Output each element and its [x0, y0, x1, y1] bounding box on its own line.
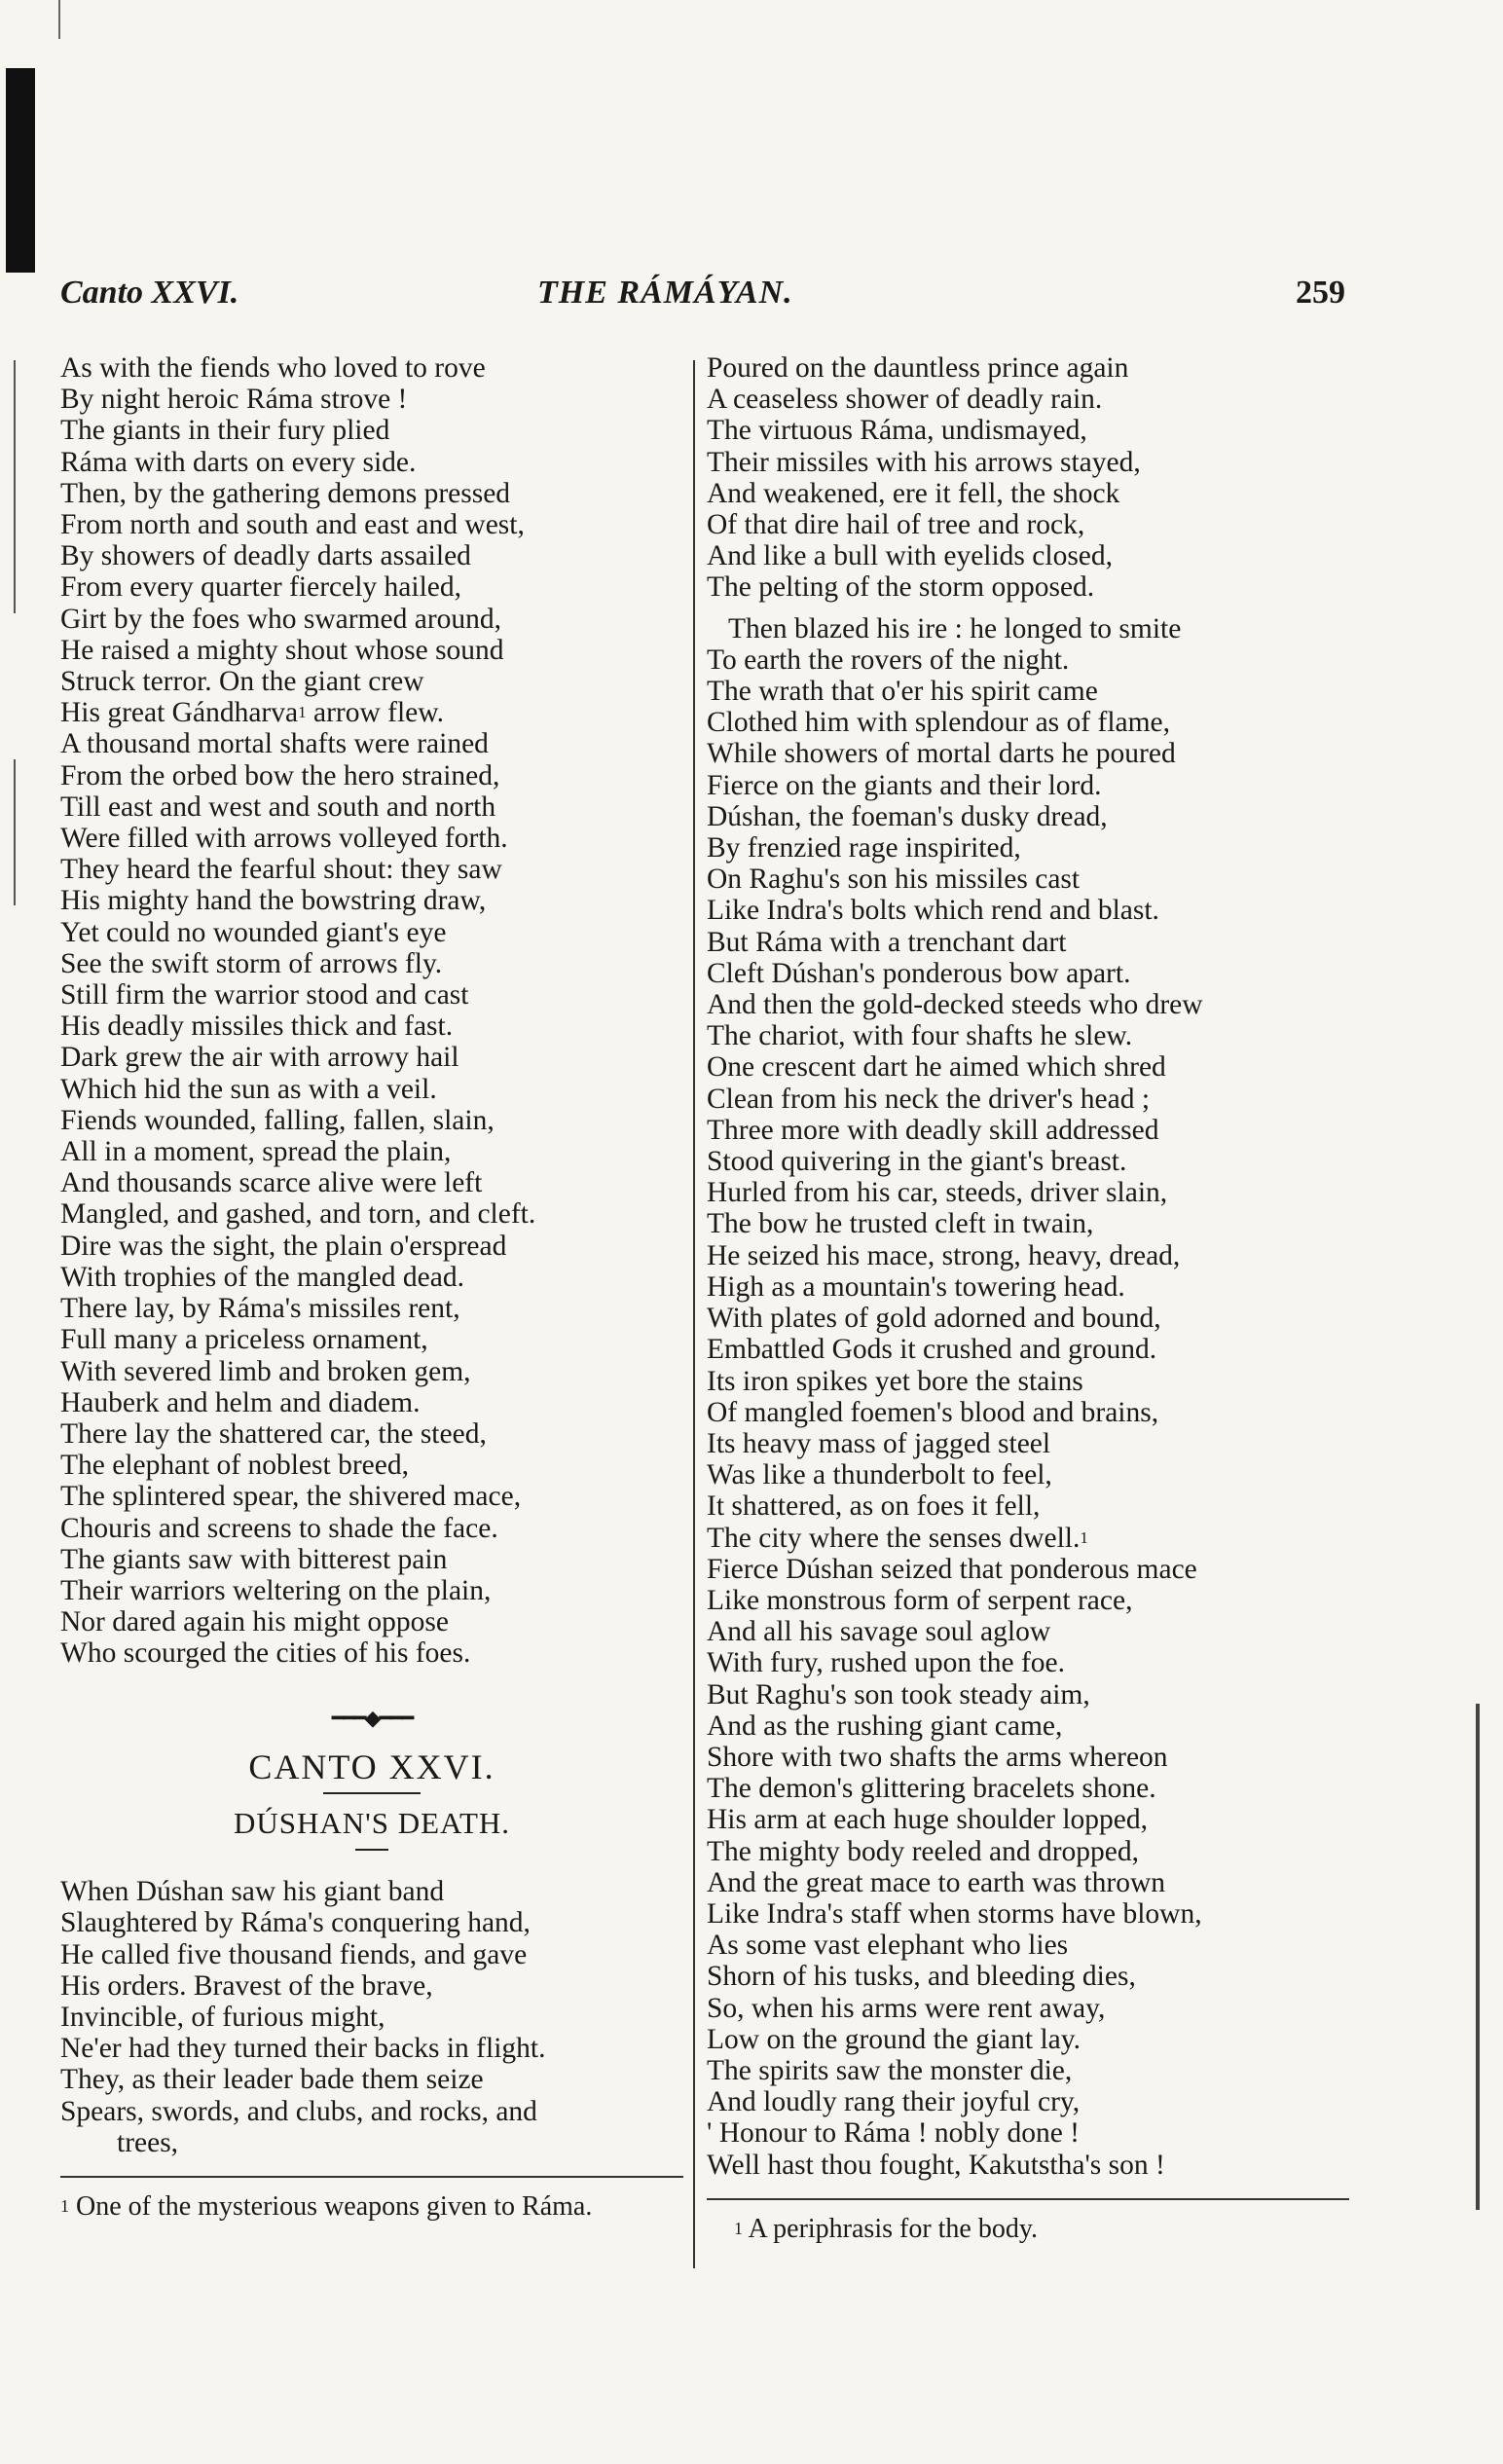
- verse-line: From north and south and east and west,: [60, 509, 525, 541]
- verse-line: And weakened, ere it fell, the shock: [707, 477, 1120, 509]
- verse-line: His orders. Bravest of the brave,: [60, 1969, 433, 2002]
- verse-line: Clean from his neck the driver's head ;: [707, 1083, 1151, 1115]
- verse-line: There lay, by Ráma's missiles rent,: [60, 1293, 460, 1325]
- verse-line: Which hid the sun as with a veil.: [60, 1073, 437, 1105]
- verse-line: Three more with deadly skill addressed: [707, 1114, 1159, 1146]
- verse-line: Its heavy mass of jagged steel: [707, 1427, 1051, 1459]
- verse-line: So, when his arms were rent away,: [707, 1992, 1106, 2024]
- verse-line: And loudly rang their joyful cry,: [707, 2086, 1081, 2118]
- footnote: [707, 2214, 1349, 2244]
- verse-line: With plates of gold adorned and bound,: [707, 1303, 1161, 1335]
- verse-line: All in a moment, spread the plain,: [60, 1136, 452, 1168]
- verse-line: Full many a priceless ornament,: [60, 1324, 428, 1356]
- verse-line: The pelting of the storm opposed.: [707, 571, 1095, 604]
- verse-line: Slaughtered by Ráma's conquering hand,: [60, 1907, 531, 1939]
- verse-line: But Ráma with a trenchant dart: [707, 926, 1067, 958]
- verse-line: Like Indra's bolts which rend and blast.: [707, 895, 1159, 927]
- verse-line: Mangled, and gashed, and torn, and cleft.: [60, 1198, 536, 1231]
- verse-line: And thousands scarce alive were left: [60, 1167, 483, 1199]
- verse-text: His great Gándharva: [60, 697, 299, 729]
- verse-block: [707, 1554, 1349, 2181]
- scan-edge-tick: [58, 0, 60, 39]
- verse-line: And as the rushing giant came,: [707, 1710, 1063, 1742]
- verse-line: Chouris and screens to shade the face.: [60, 1512, 498, 1544]
- verse-line: The demon's glittering bracelets shone.: [707, 1773, 1156, 1805]
- footnote-rule: [707, 2198, 1349, 2200]
- verse-line: There lay the shattered car, the steed,: [60, 1417, 487, 1450]
- verse-line: The chariot, with four shafts he slew.: [707, 1020, 1133, 1052]
- verse-line: Nor dared again his might oppose: [60, 1606, 449, 1638]
- verse-line: Still firm the warrior stood and cast: [60, 979, 469, 1011]
- verse-line: Spears, swords, and clubs, and rocks, and: [60, 2095, 537, 2127]
- verse-line: See the swift storm of arrows fly.: [60, 947, 443, 979]
- verse-line: He seized his mace, strong, heavy, dread,: [707, 1239, 1181, 1271]
- verse-line: Fierce on the giants and their lord.: [707, 769, 1102, 801]
- verse-block: [707, 613, 1349, 1523]
- verse-line: The bow he trusted cleft in twain,: [707, 1208, 1094, 1240]
- footnote-text: A periphrasis for the body.: [748, 2213, 1039, 2244]
- column-divider: [693, 360, 695, 2268]
- verse-line: From the orbed bow the hero strained,: [60, 759, 500, 791]
- verse-line: As with the fiends who loved to rove: [60, 352, 486, 384]
- title-rule: [323, 1792, 421, 1794]
- verse-line: [707, 1523, 1349, 1554]
- page-number: 259: [1296, 275, 1345, 311]
- verse-line: Ne'er had they turned their backs in flight.: [60, 2033, 546, 2065]
- verse-line: By showers of deadly darts assailed: [60, 540, 471, 572]
- verse-line: The spirits saw the monster die,: [707, 2054, 1073, 2086]
- footnote-text: One of the mysterious weapons given to Ráma.: [76, 2190, 593, 2222]
- scan-edge-line: [14, 759, 16, 905]
- verse-line: But Raghu's son took steady aim,: [707, 1678, 1090, 1710]
- verse-block: [60, 1876, 683, 2127]
- verse-line: The giants in their fury plied: [60, 415, 390, 447]
- running-header: [60, 275, 1345, 323]
- verse-line: They heard the fearful shout: they saw: [60, 854, 502, 886]
- verse-line: Hauberk and helm and diadem.: [60, 1386, 421, 1418]
- verse-line: Were filled with arrows volleyed forth.: [60, 823, 508, 855]
- footnote-mark: 1: [734, 2218, 743, 2238]
- verse-line: Fierce Dúshan seized that ponderous mace: [707, 1553, 1197, 1585]
- verse-line: Its iron spikes yet bore the stains: [707, 1365, 1083, 1397]
- verse-line: And then the gold-decked steeds who drew: [707, 989, 1203, 1021]
- verse-line: As some vast elephant who lies: [707, 1930, 1069, 1962]
- verse-line: Dark grew the air with arrowy hail: [60, 1042, 459, 1074]
- verse-line: Fiends wounded, falling, fallen, slain,: [60, 1104, 495, 1136]
- verse-line: A ceaseless shower of deadly rain.: [707, 384, 1103, 416]
- verse-text: The city where the senses dwell.: [707, 1522, 1081, 1554]
- verse-line: A thousand mortal shafts were rained: [60, 728, 489, 760]
- verse-line: By night heroic Ráma strove !: [60, 384, 408, 416]
- stanza-gap: [707, 604, 1349, 613]
- verse-line: Poured on the dauntless prince again: [707, 352, 1129, 384]
- verse-line: Like Indra's staff when storms have blown,: [707, 1897, 1202, 1930]
- verse-block: [60, 352, 683, 697]
- verse-line: Was like a thunderbolt to feel,: [707, 1459, 1052, 1491]
- verse-line: He called five thousand fiends, and gave: [60, 1938, 528, 1970]
- verse-line: High as a mountain's towering head.: [707, 1270, 1125, 1303]
- verse-line: Girt by the foes who swarmed around,: [60, 603, 502, 635]
- verse-line: Then blazed his ire : he longed to smite: [728, 612, 1182, 644]
- verse-text: arrow flew.: [306, 697, 445, 729]
- verse-line: Then, by the gathering demons pressed: [60, 477, 511, 509]
- canto-title: CANTO XXVI.: [248, 1747, 495, 1786]
- footnote-rule: [60, 2176, 683, 2178]
- header-book-title: THE RÁMÁYAN.: [537, 275, 793, 311]
- verse-line: They, as their leader bade them seize: [60, 2064, 484, 2096]
- verse-line: Embattled Gods it crushed and ground.: [707, 1334, 1157, 1366]
- verse-line: His arm at each huge shoulder lopped,: [707, 1804, 1149, 1836]
- footnote-ref: 1: [298, 703, 307, 722]
- scan-edge-bar-right: [1476, 1704, 1480, 2210]
- header-canto-label: Canto XXVI.: [60, 275, 239, 311]
- verse-line: Low on the ground the giant lay.: [707, 2023, 1081, 2055]
- verse-line: And the great mace to earth was thrown: [707, 1866, 1166, 1898]
- verse-line: Till east and west and south and north: [60, 791, 496, 823]
- verse-line: From every quarter fiercely hailed,: [60, 571, 461, 604]
- verse-line: ' Honour to Ráma ! nobly done !: [707, 2117, 1081, 2150]
- verse-line: And like a bull with eyelids closed,: [707, 540, 1114, 572]
- verse-line: With severed limb and broken gem,: [60, 1355, 471, 1387]
- verse-line: Ráma with darts on every side.: [60, 446, 417, 478]
- verse-line: Shorn of his tusks, and bleeding dies,: [707, 1961, 1136, 1993]
- footnote-ref: 1: [1080, 1527, 1088, 1547]
- verse-line: Who scourged the cities of his foes.: [60, 1637, 471, 1670]
- verse-block: [707, 352, 1349, 604]
- footnote: [60, 2191, 683, 2222]
- verse-line: Struck terror. On the giant crew: [60, 666, 424, 698]
- verse-line: The mighty body reeled and dropped,: [707, 1835, 1140, 1867]
- verse-line: Like monstrous form of serpent race,: [707, 1584, 1133, 1616]
- verse-line: Dire was the sight, the plain o'erspread: [60, 1230, 507, 1262]
- verse-line: And all his savage soul aglow: [707, 1616, 1051, 1648]
- verse-line: It shattered, as on foes it fell,: [707, 1490, 1041, 1523]
- verse-line: He raised a mighty shout whose sound: [60, 634, 504, 666]
- verse-line: His deadly missiles thick and fast.: [60, 1011, 454, 1043]
- verse-line: Well hast thou fought, Kakutstha's son !: [707, 2149, 1165, 2181]
- verse-line: The splintered spear, the shivered mace,: [60, 1481, 522, 1513]
- left-column: [60, 352, 683, 2222]
- verse-line: Dúshan, the foeman's dusky dread,: [707, 800, 1108, 832]
- verse-line: To earth the rovers of the night.: [707, 644, 1070, 676]
- verse-line: His mighty hand the bowstring draw,: [60, 885, 487, 917]
- verse-line: Stood quivering in the giant's breast.: [707, 1146, 1127, 1178]
- verse-line: The elephant of noblest breed,: [60, 1450, 409, 1482]
- right-column: [707, 352, 1349, 2244]
- verse-line: trees,: [117, 2126, 179, 2158]
- verse-line: While showers of mortal darts he poured: [707, 738, 1176, 770]
- verse-line: The virtuous Ráma, undismayed,: [707, 415, 1087, 447]
- verse-line: Of mangled foemen's blood and brains,: [707, 1396, 1159, 1428]
- verse-line: With trophies of the mangled dead.: [60, 1261, 464, 1293]
- verse-line: Their warriors weltering on the plain,: [60, 1574, 492, 1606]
- footnote-mark: 1: [60, 2195, 69, 2216]
- scan-edge-bar: [6, 68, 35, 273]
- verse-line: Yet could no wounded giant's eye: [60, 916, 447, 948]
- verse-line: [60, 697, 683, 728]
- verse-line: Shore with two shafts the arms whereon: [707, 1741, 1168, 1773]
- canto-subtitle: DÚSHAN'S DEATH.: [233, 1805, 511, 1840]
- verse-line: By frenzied rage inspirited,: [707, 832, 1021, 864]
- verse-line: Hurled from his car, steeds, driver slain,: [707, 1177, 1168, 1209]
- verse-line: One crescent dart he aimed which shred: [707, 1051, 1166, 1084]
- verse-line: Invincible, of furious might,: [60, 2001, 385, 2033]
- scan-edge-line: [14, 360, 16, 613]
- verse-line: Cleft Dúshan's ponderous bow apart.: [707, 957, 1131, 989]
- verse-line: When Dúshan saw his giant band: [60, 1876, 445, 1908]
- ornament-divider: ━━━◆━━━: [331, 1705, 413, 1730]
- verse-line: Clothed him with splendour as of flame,: [707, 707, 1171, 739]
- subtitle-rule: [355, 1849, 388, 1851]
- verse-line: The wrath that o'er his spirit came: [707, 676, 1098, 708]
- verse-line: Their missiles with his arrows stayed,: [707, 446, 1141, 478]
- verse-line: Of that dire hail of tree and rock,: [707, 509, 1085, 541]
- verse-line: With fury, rushed upon the foe.: [707, 1647, 1066, 1679]
- verse-line: The giants saw with bitterest pain: [60, 1543, 448, 1575]
- verse-block: [60, 728, 683, 1669]
- verse-line: On Raghu's son his missiles cast: [707, 864, 1081, 896]
